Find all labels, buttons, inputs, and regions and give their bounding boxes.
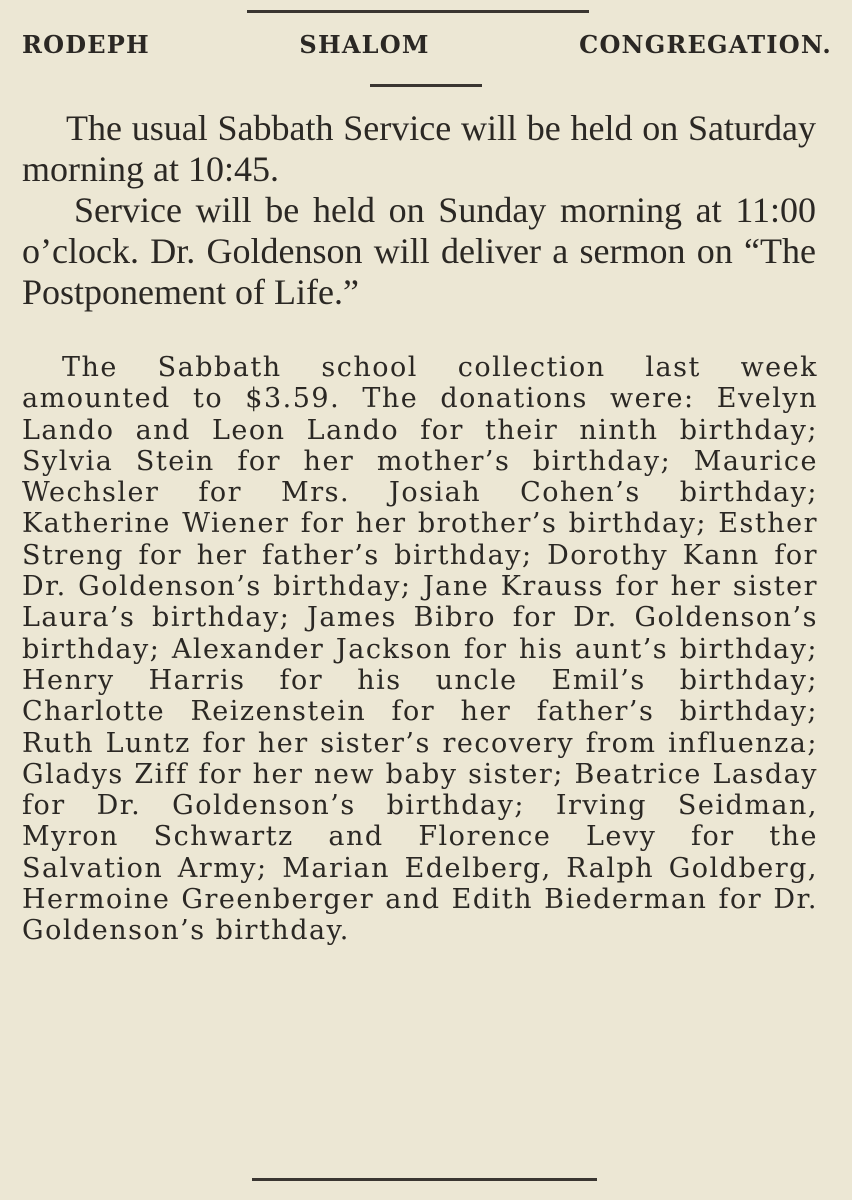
paragraph-sabbath-service: The usual Sabbath Service will be held on Saturday morning at 10:45. bbox=[22, 108, 816, 189]
paragraph-sunday-service: Service will be held on Sunday morning at 11:00 o’clock. Dr. Goldenson will deliver a sermon on “The Postponement of Life.” bbox=[22, 190, 816, 312]
top-divider-rule bbox=[247, 10, 589, 13]
article-heading: RODEPH SHALOM CONGREGATION. bbox=[22, 30, 832, 59]
heading-divider-rule bbox=[370, 84, 482, 87]
paragraph-school-collection: The Sabbath school collection last week amounted to $3.59. The donations were: Evelyn Lando and Leon Lando for their ninth birthday; Sylvia Stein for her mother’s birthday; Maurice Wechsler for Mrs. Josiah Cohen’s birthday; Katherine Wiener for her brother’s birthday; Esther Streng for her father’s birthday; Dorothy Kann for Dr. Goldenson’s birthday; Jane Krauss for her sister Laura’s birthday; James Bibro for Dr. Goldenson’s birthday; Alexander Jackson for his aunt’s birthday; Henry Harris for his uncle Emil’s birthday; Charlotte Reizenstein for her father’s birthday; Ruth Luntz for her sister’s recovery from influenza; Gladys Ziff for her new baby sister; Beatrice Lasday for Dr. Goldenson’s birthday; Irving Seidman, Myron Schwartz and Florence Levy for the Salvation Army; Marian Edelberg, Ralph Goldberg, Hermoine Greenberger and Edith Biederman for Dr. Goldenson’s birthday. bbox=[22, 352, 818, 947]
bottom-divider-rule bbox=[252, 1178, 597, 1181]
